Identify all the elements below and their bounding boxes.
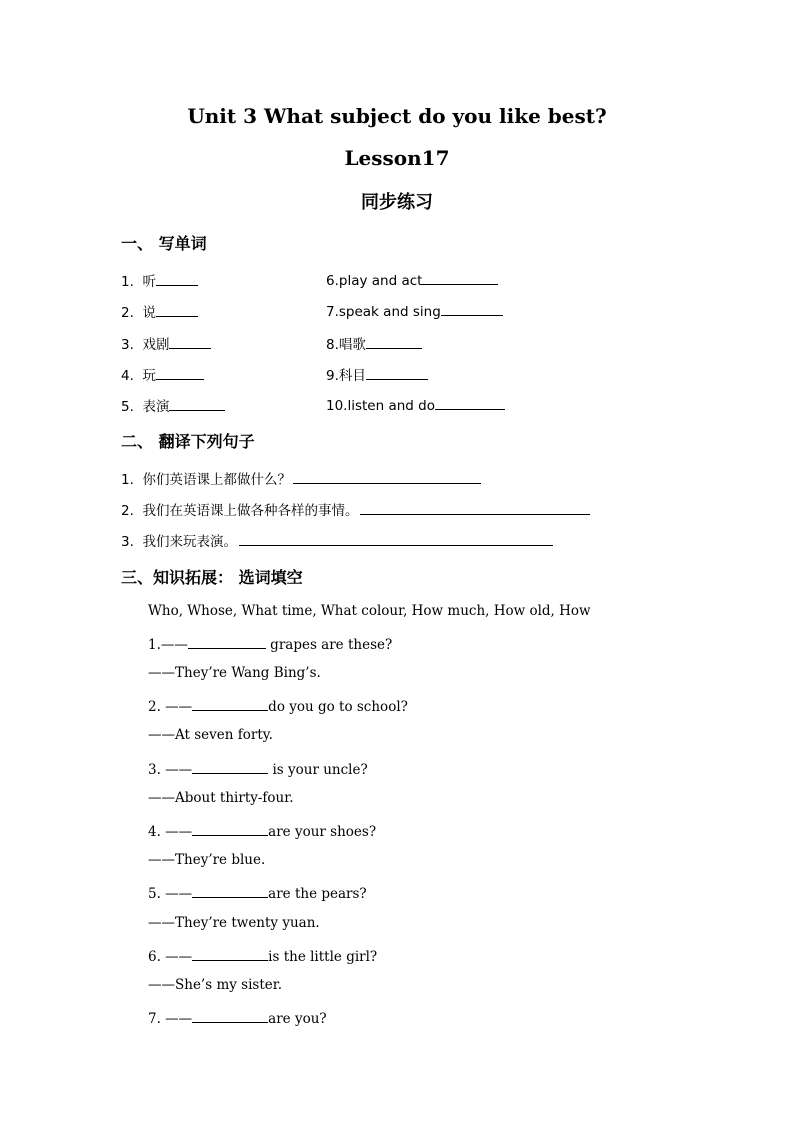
fill-question-1 [148,634,392,653]
word-prompt: 8.唱歌 [326,337,366,353]
answer-blank[interactable] [156,271,198,286]
answer-blank[interactable] [192,696,268,711]
answer-blank[interactable] [156,302,198,317]
fill-question-4 [148,821,376,840]
answer-blank[interactable] [156,365,204,380]
word-item-2 [121,301,198,321]
question-text: is the little girl? [268,949,378,965]
answer-blank[interactable] [192,821,268,836]
answer-blank[interactable] [422,270,498,285]
section-3-heading: 三、知识拓展： 选词填空 [121,568,303,587]
question-text: grapes are these? [265,637,393,653]
answer-blank[interactable] [192,946,268,961]
fill-answer-6: ——She’s my sister. [148,977,283,993]
answer-blank[interactable] [188,634,266,649]
exercise-subtitle: 同步练习 [361,192,433,213]
translate-item-2 [121,499,590,519]
answer-blank[interactable] [293,469,481,484]
section-1-heading: 一、 写单词 [121,234,207,253]
word-prompt: 3. 戏剧 [121,337,170,353]
question-text: do you go to school? [268,699,408,715]
question-number: 1.—— [148,637,188,653]
fill-answer-4: ——They’re blue. [148,852,266,868]
answer-blank[interactable] [192,883,268,898]
answer-blank[interactable] [192,1008,268,1023]
answer-blank[interactable] [441,301,503,316]
question-text: are your shoes? [268,824,377,840]
question-number: 6. —— [148,949,193,965]
answer-blank[interactable] [169,334,211,349]
question-number: 5. —— [148,886,193,902]
fill-question-6 [148,946,377,965]
word-item-3 [121,333,211,353]
section-2-heading: 二、 翻译下列句子 [121,432,255,451]
word-item-8 [326,333,422,353]
question-number: 7. —— [148,1011,193,1027]
word-prompt: 6.play and act [326,273,423,289]
answer-blank[interactable] [192,759,268,774]
translate-item-3 [121,530,553,550]
fill-question-2 [148,696,408,715]
fill-answer-2: ——At seven forty. [148,727,273,743]
fill-question-5 [148,883,367,902]
fill-answer-5: ——They’re twenty yuan. [148,915,320,931]
lesson-title: Lesson17 [344,146,450,170]
fill-question-7 [148,1008,327,1027]
word-item-5 [121,395,225,415]
translate-item-1 [121,468,481,488]
question-text: are you? [268,1011,327,1027]
page-title: Unit 3 What subject do you like best? [187,104,607,128]
word-prompt: 4. 玩 [121,368,156,384]
question-number: 2. —— [148,699,193,715]
word-prompt: 10.listen and do [326,398,435,414]
word-prompt: 7.speak and sing [326,304,441,320]
question-text: is your uncle? [268,762,368,778]
fill-answer-1: ——They’re Wang Bing’s. [148,665,321,681]
answer-blank[interactable] [366,334,422,349]
fill-question-3 [148,759,368,778]
sentence-prompt: 2. 我们在英语课上做各种各样的事情。 [121,503,359,519]
answer-blank[interactable] [239,531,553,546]
question-text: are the pears? [268,886,367,902]
word-item-4 [121,364,204,384]
word-item-1 [121,270,198,290]
word-bank: Who, Whose, What time, What colour, How much, How old, How [148,603,591,619]
word-item-6 [326,270,498,289]
word-item-9 [326,364,428,384]
answer-blank[interactable] [435,395,505,410]
word-prompt: 1. 听 [121,274,156,290]
sentence-prompt: 1. 你们英语课上都做什么？ [121,472,291,488]
word-prompt: 2. 说 [121,305,156,321]
answer-blank[interactable] [169,396,225,411]
answer-blank[interactable] [360,500,590,515]
fill-answer-3: ——About thirty-four. [148,790,294,806]
word-item-10 [326,395,505,414]
question-number: 4. —— [148,824,193,840]
word-prompt: 5. 表演 [121,399,170,415]
word-item-7 [326,301,503,320]
sentence-prompt: 3. 我们来玩表演。 [121,534,237,550]
question-number: 3. —— [148,762,193,778]
answer-blank[interactable] [366,365,428,380]
word-prompt: 9.科目 [326,368,366,384]
